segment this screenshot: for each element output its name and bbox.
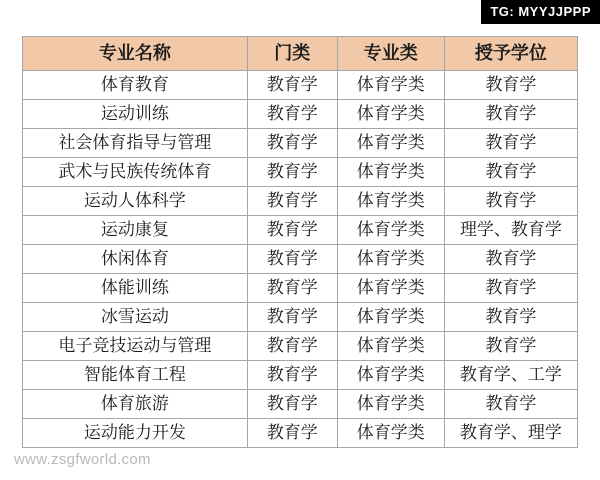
table-row (23, 71, 578, 100)
cell-category: 教育学 (247, 332, 337, 361)
cell-major-name: 武术与民族传统体育 (23, 158, 248, 187)
table-header-row (23, 37, 578, 71)
telegram-badge: TG: MYYJJPPP (481, 0, 600, 24)
column-header-major-name: 专业名称 (23, 37, 248, 71)
cell-category: 教育学 (247, 129, 337, 158)
cell-category: 教育学 (247, 361, 337, 390)
table-row (23, 332, 578, 361)
table-row (23, 129, 578, 158)
table-body (23, 71, 578, 448)
cell-major-class: 体育学类 (337, 71, 444, 100)
cell-degree: 教育学 (444, 332, 577, 361)
cell-major-name: 运动人体科学 (23, 187, 248, 216)
cell-degree: 教育学 (444, 129, 577, 158)
table-row (23, 390, 578, 419)
table-row (23, 303, 578, 332)
cell-major-class: 体育学类 (337, 361, 444, 390)
cell-major-name: 运动能力开发 (23, 419, 248, 448)
cell-degree: 教育学 (444, 303, 577, 332)
table-row (23, 419, 578, 448)
cell-degree: 教育学 (444, 158, 577, 187)
cell-degree: 教育学、理学 (444, 419, 577, 448)
cell-major-name: 运动训练 (23, 100, 248, 129)
cell-degree: 教育学 (444, 274, 577, 303)
table-row (23, 100, 578, 129)
cell-degree: 教育学 (444, 71, 577, 100)
cell-category: 教育学 (247, 100, 337, 129)
cell-degree: 教育学 (444, 187, 577, 216)
cell-degree: 教育学 (444, 100, 577, 129)
cell-major-class: 体育学类 (337, 158, 444, 187)
cell-category: 教育学 (247, 274, 337, 303)
column-header-major-class: 专业类 (337, 37, 444, 71)
cell-category: 教育学 (247, 216, 337, 245)
table-row (23, 187, 578, 216)
cell-major-class: 体育学类 (337, 216, 444, 245)
table-row (23, 274, 578, 303)
cell-category: 教育学 (247, 187, 337, 216)
cell-major-class: 体育学类 (337, 303, 444, 332)
cell-degree: 教育学 (444, 390, 577, 419)
cell-category: 教育学 (247, 71, 337, 100)
cell-major-name: 智能体育工程 (23, 361, 248, 390)
cell-degree: 教育学、工学 (444, 361, 577, 390)
table-header (23, 37, 578, 71)
cell-major-class: 体育学类 (337, 100, 444, 129)
cell-major-name: 体能训练 (23, 274, 248, 303)
major-table (22, 36, 578, 448)
cell-major-name: 冰雪运动 (23, 303, 248, 332)
cell-major-name: 运动康复 (23, 216, 248, 245)
cell-category: 教育学 (247, 303, 337, 332)
cell-category: 教育学 (247, 419, 337, 448)
column-header-category: 门类 (247, 37, 337, 71)
table-row (23, 361, 578, 390)
cell-major-class: 体育学类 (337, 419, 444, 448)
site-watermark: www.zsgfworld.com (14, 451, 151, 468)
cell-degree: 理学、教育学 (444, 216, 577, 245)
cell-major-class: 体育学类 (337, 274, 444, 303)
table-row (23, 216, 578, 245)
cell-major-name: 体育旅游 (23, 390, 248, 419)
cell-major-name: 体育教育 (23, 71, 248, 100)
cell-degree: 教育学 (444, 245, 577, 274)
column-header-degree: 授予学位 (444, 37, 577, 71)
table-row (23, 245, 578, 274)
cell-major-class: 体育学类 (337, 129, 444, 158)
table-row (23, 158, 578, 187)
cell-major-class: 体育学类 (337, 187, 444, 216)
cell-major-class: 体育学类 (337, 245, 444, 274)
cell-major-class: 体育学类 (337, 332, 444, 361)
cell-category: 教育学 (247, 390, 337, 419)
major-table-container (22, 36, 578, 448)
cell-category: 教育学 (247, 158, 337, 187)
cell-category: 教育学 (247, 245, 337, 274)
cell-major-class: 体育学类 (337, 390, 444, 419)
cell-major-name: 社会体育指导与管理 (23, 129, 248, 158)
cell-major-name: 电子竞技运动与管理 (23, 332, 248, 361)
cell-major-name: 休闲体育 (23, 245, 248, 274)
